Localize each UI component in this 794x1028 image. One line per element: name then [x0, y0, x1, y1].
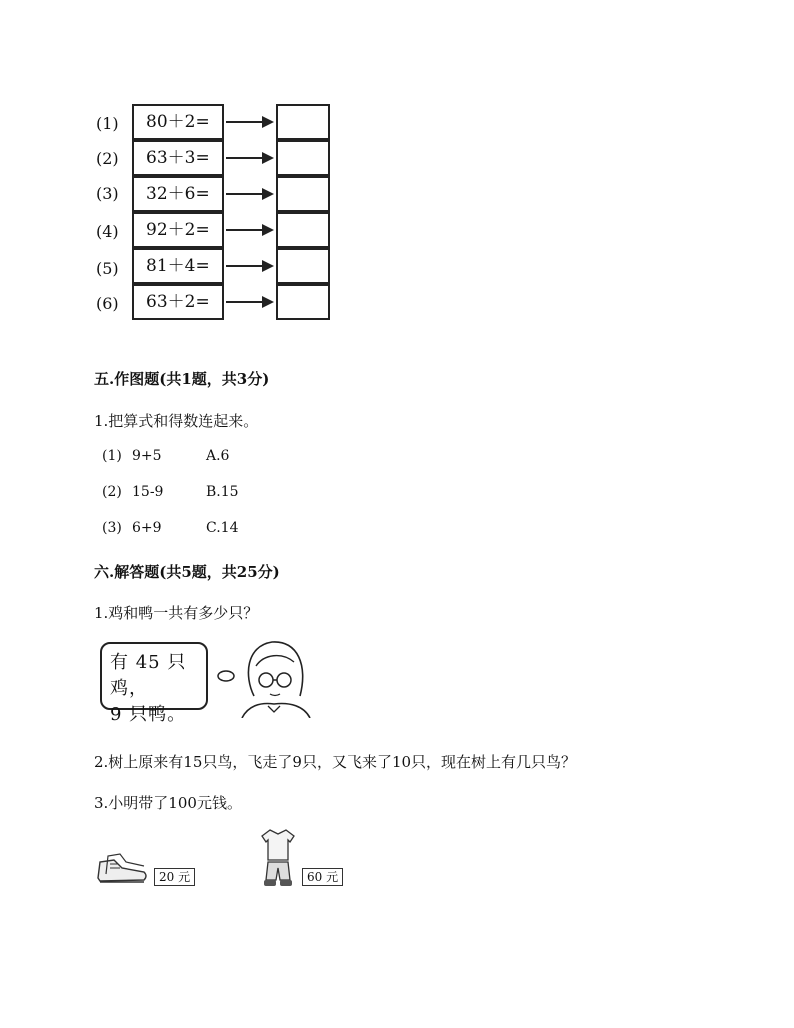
section-5-question: 1.把算式和得数连起来。: [94, 412, 259, 430]
answer-box[interactable]: [276, 104, 330, 140]
arrow-icon: [226, 223, 274, 237]
answer-box[interactable]: [276, 140, 330, 176]
match-item-answer[interactable]: A.6: [206, 448, 230, 464]
expression-box: 63＋2=: [132, 284, 224, 320]
section-6-title: 六.解答题(共5题，共25分): [94, 563, 280, 581]
arrow-icon: [226, 259, 274, 273]
expression-box: 32＋6=: [132, 176, 224, 212]
arrow-icon: [226, 187, 274, 201]
expression-box: 80＋2=: [132, 104, 224, 140]
question-2: 2.树上原来有15只鸟，飞走了9只，又飞来了10只，现在树上有几只鸟？: [94, 753, 577, 771]
row-label: (4): [96, 222, 119, 241]
clothes-icon: [258, 826, 298, 888]
row-label: (6): [96, 294, 119, 313]
answer-box[interactable]: [276, 284, 330, 320]
match-item-number: (3): [102, 520, 122, 536]
match-item-answer[interactable]: B.15: [206, 484, 239, 500]
bubble-line-2: 9 只鸭。: [110, 704, 187, 725]
row-label: (1): [96, 114, 119, 133]
row-label: (2): [96, 149, 119, 168]
arrow-icon: [226, 151, 274, 165]
row-label: (5): [96, 259, 119, 278]
answer-box[interactable]: [276, 248, 330, 284]
price-tag-clothes: 60 元: [302, 868, 343, 886]
expression-box: 92＋2=: [132, 212, 224, 248]
answer-box[interactable]: [276, 176, 330, 212]
bubble-line-1: 有 45 只鸡，: [110, 652, 187, 699]
match-item-expression[interactable]: 9+5: [132, 448, 162, 464]
arrow-icon: [226, 295, 274, 309]
section-5-title: 五.作图题(共1题，共3分): [94, 370, 270, 388]
row-label: (3): [96, 184, 119, 203]
match-item-number: (1): [102, 448, 122, 464]
shoes-icon: [94, 848, 150, 886]
price-tag-shoes: 20 元: [154, 868, 195, 886]
expression-box: 81＋4=: [132, 248, 224, 284]
question-1: 1.鸡和鸭一共有多少只？: [94, 604, 259, 622]
question-3: 3.小明带了100元钱。: [94, 794, 242, 812]
match-item-answer[interactable]: C.14: [206, 520, 239, 536]
girl-illustration-icon: [214, 636, 314, 718]
speech-bubble: [100, 642, 208, 725]
match-item-expression[interactable]: 15-9: [132, 484, 164, 500]
match-item-expression[interactable]: 6+9: [132, 520, 162, 536]
match-item-number: (2): [102, 484, 122, 500]
arrow-icon: [226, 115, 274, 129]
answer-box[interactable]: [276, 212, 330, 248]
expression-box: 63＋3=: [132, 140, 224, 176]
